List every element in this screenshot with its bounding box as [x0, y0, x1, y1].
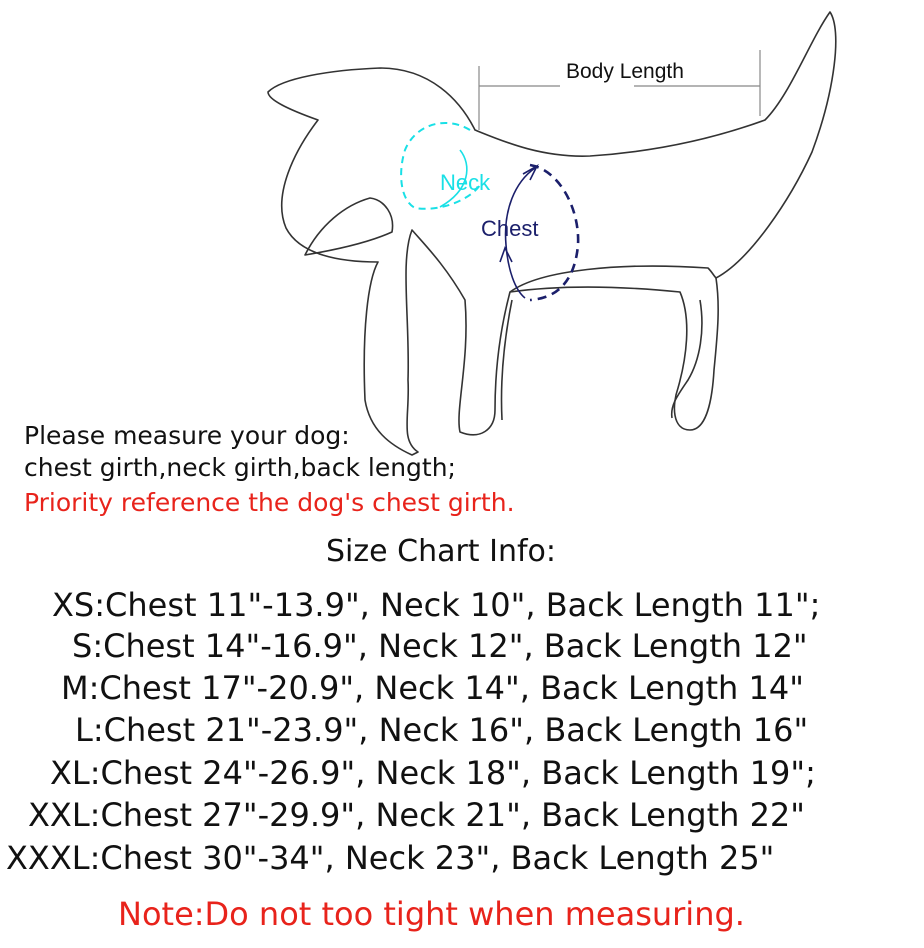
- neck-girth-loop: [401, 123, 480, 209]
- size-row-s: S:Chest 14"-16.9", Neck 12", Back Length 12": [72, 627, 808, 665]
- priority-note: Priority reference the dog's chest girth.: [24, 488, 515, 517]
- instruction-line-2: chest girth,neck girth,back length;: [24, 453, 456, 482]
- body-length-label: Body Length: [566, 60, 684, 83]
- size-row-m: M:Chest 17"-20.9", Neck 14", Back Length 14": [61, 669, 804, 707]
- instruction-line-1: Please measure your dog:: [24, 421, 350, 450]
- neck-label: Neck: [440, 170, 491, 195]
- size-chart-heading: Size Chart Info:: [326, 534, 556, 569]
- size-row-xl: XL:Chest 24"-26.9", Neck 18", Back Length 19";: [50, 754, 816, 792]
- dog-outline: [268, 12, 836, 455]
- chest-label: Chest: [481, 216, 539, 241]
- chest-arrow-bottom-icon: [500, 248, 512, 262]
- size-row-xxl: XXL:Chest 27"-29.9", Neck 21", Back Length 22": [28, 796, 805, 834]
- size-row-xs: XS:Chest 11"-13.9", Neck 10", Back Length 11";: [52, 586, 821, 624]
- size-row-xxxl: XXXL:Chest 30"-34", Neck 23", Back Length 25": [6, 839, 775, 877]
- size-row-l: L:Chest 21"-23.9", Neck 16", Back Length 16": [75, 711, 809, 749]
- measuring-note: Note:Do not too tight when measuring.: [118, 895, 745, 933]
